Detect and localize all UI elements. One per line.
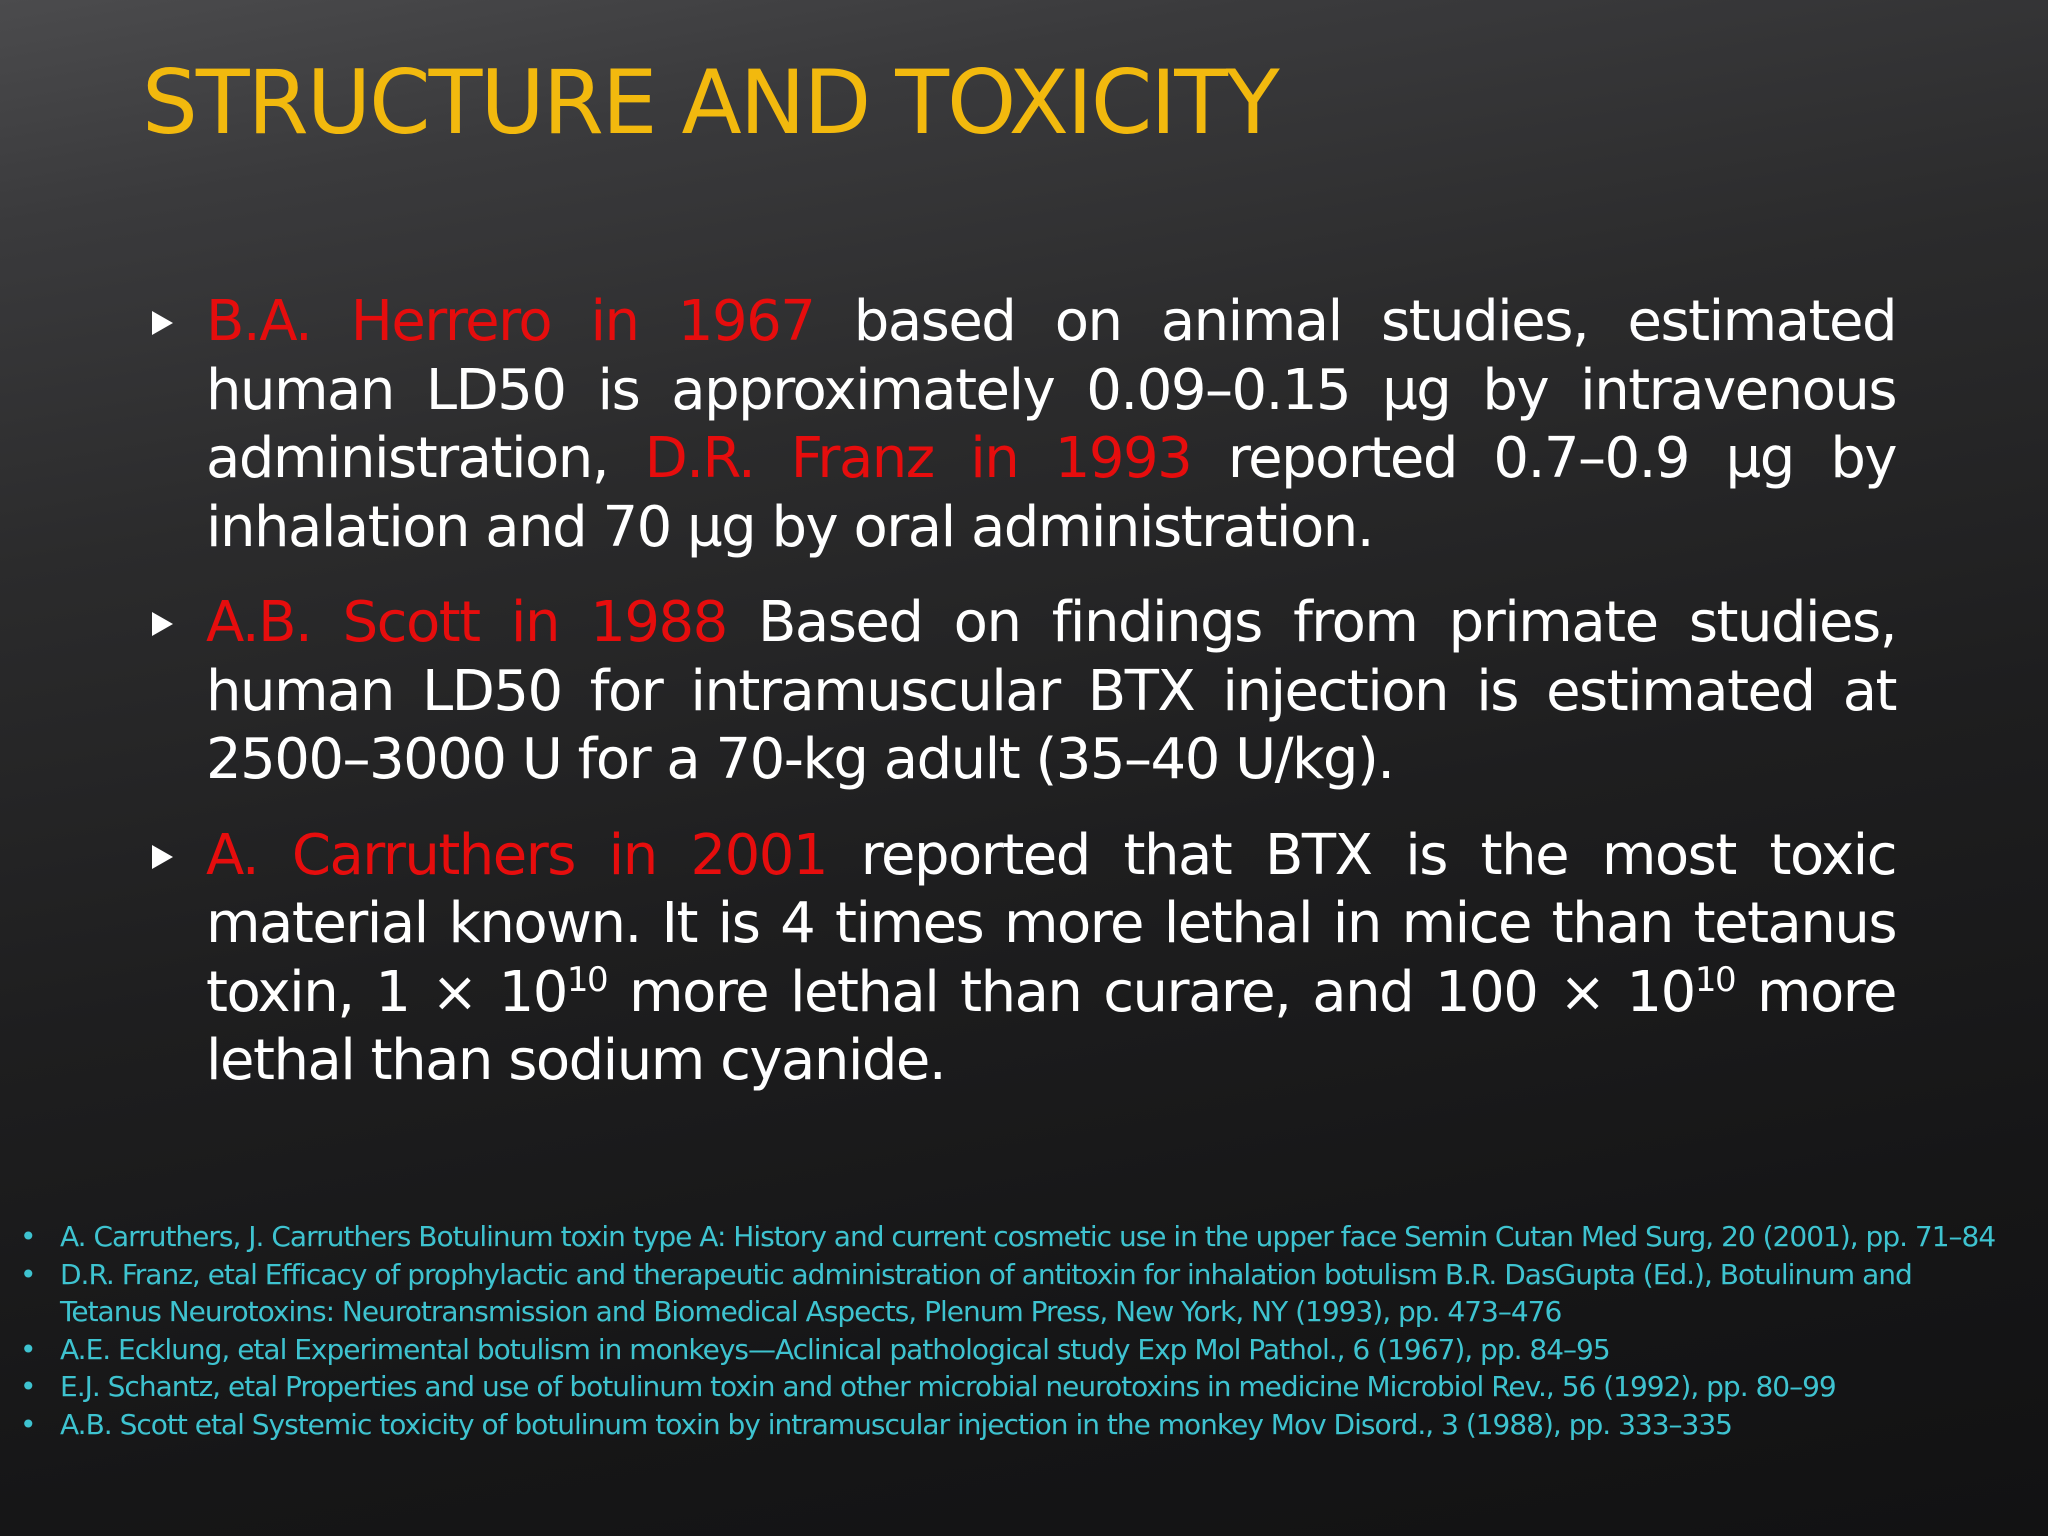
author-citation: A. Carruthers in 2001 — [206, 822, 827, 888]
exponent: 10 — [566, 959, 608, 1000]
bullet-text: based on animal studies, estimated human LD50 is approximately 0.09–0.15 µg by intravenous administration, — [206, 289, 1897, 491]
reference-text: D.R. Franz, etal Efficacy of prophylactic and therapeutic administration of antitoxin for inhalation botulism B.R. DasGupta (Ed.), Botulinum and Tetanus Neurotoxins: Neurotransmission and Biomedical Aspects, Plenum Press, New York, NY (1993), pp. 473–476 — [60, 1257, 1912, 1328]
reference-text: A.B. Scott etal Systemic toxicity of botulinum toxin by intramuscular injection in the monkey Mov Disord., 3 (1988), pp. 333–335 — [60, 1407, 1732, 1441]
bullet-dot-icon: • — [20, 1257, 36, 1291]
bullet-text: reported that BTX is the most toxic material known. It is 4 times more lethal in mice than tetanus toxin, 1 × 10 — [206, 822, 1897, 1025]
triangle-arrow-icon — [152, 311, 173, 335]
reference-item — [20, 1218, 2010, 1256]
bullet-carruthers — [150, 822, 1896, 1096]
reference-text: A.E. Ecklung, etal Experimental botulism in monkeys—Aclinical pathological study Exp Mol Pathol., 6 (1967), pp. 84–95 — [60, 1332, 1610, 1366]
triangle-arrow-icon — [152, 845, 173, 869]
reference-item — [20, 1331, 2010, 1369]
author-citation: D.R. Franz in 1993 — [644, 426, 1192, 491]
references-list — [20, 1218, 2010, 1443]
bullet-text: reported 0.7–0.9 µg by inhalation and 70 µg by oral administration. — [206, 426, 1896, 560]
reference-text: A. Carruthers, J. Carruthers Botulinum toxin type A: History and current cosmetic use in the upper face Semin Cutan Med Surg, 20 (2001), pp. 71–84 — [60, 1220, 1996, 1253]
bullet-dot-icon: • — [20, 1407, 36, 1441]
bullet-dot-icon: • — [20, 1370, 36, 1403]
reference-item — [20, 1406, 2010, 1444]
reference-text: E.J. Schantz, etal Properties and use of botulinum toxin and other microbial neurotoxins in medicine Microbiol Rev., 56 (1992), pp. 80–99 — [60, 1370, 1836, 1403]
bullet-text: more lethal than sodium cyanide. — [206, 959, 1896, 1093]
bullet-text: more lethal than curare, and 100 × 10 — [607, 959, 1695, 1025]
bullet-text: Based on findings from primate studies, human LD50 for intramuscular BTX injection is estimated at 2500–3000 U for a 70-kg adult (35–40 U/kg). — [206, 590, 1896, 792]
bullet-herrero-franz — [150, 288, 1896, 562]
exponent: 10 — [1694, 959, 1736, 1000]
slide-title: STRUCTURE AND TOXICITY — [142, 51, 1278, 154]
reference-item — [20, 1368, 2010, 1406]
reference-item — [20, 1256, 2010, 1331]
bullet-scott — [150, 589, 1896, 795]
bullet-dot-icon: • — [20, 1332, 36, 1366]
bullet-list — [150, 288, 1896, 1123]
bullet-dot-icon: • — [20, 1220, 36, 1253]
author-citation: B.A. Herrero in 1967 — [206, 289, 815, 354]
author-citation: A.B. Scott in 1988 — [206, 590, 727, 655]
triangle-arrow-icon — [152, 612, 173, 636]
